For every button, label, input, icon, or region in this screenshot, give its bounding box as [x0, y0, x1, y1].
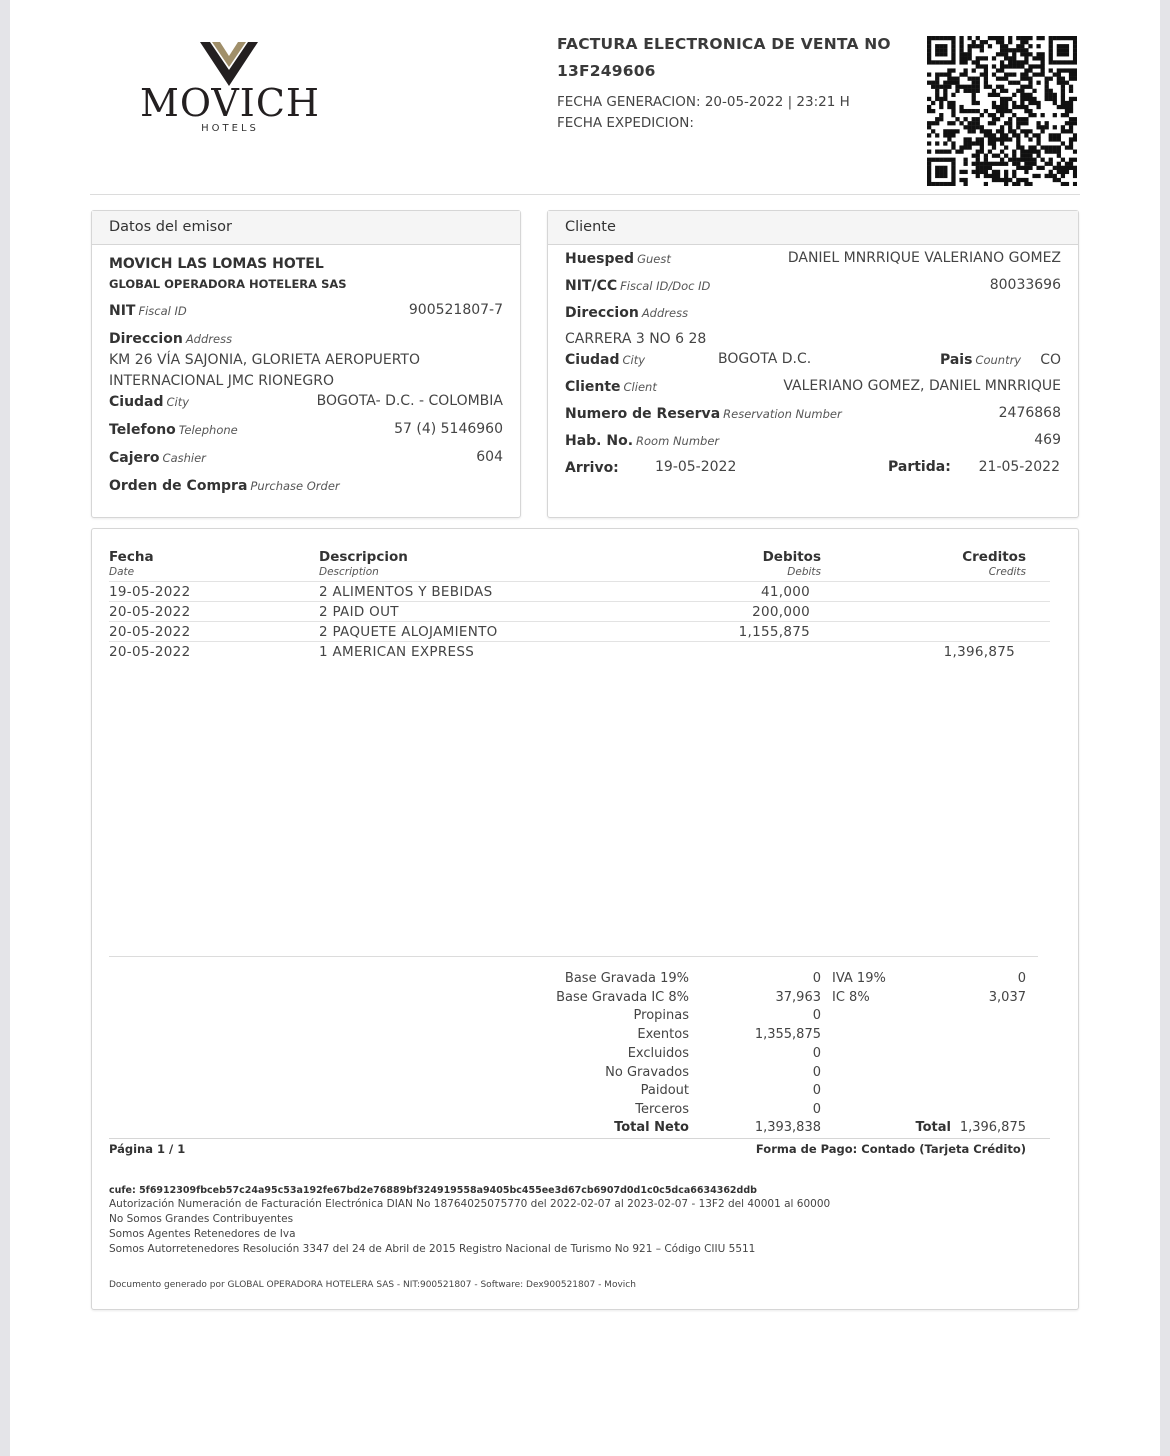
emisor-cashier-label: Cajero — [109, 450, 160, 466]
client-value: VALERIANO GOMEZ, DANIEL MNRRIQUE — [783, 378, 1061, 394]
guest-sub: Guest — [637, 252, 671, 266]
legal-note-2: No Somos Grandes Contribuyentes — [109, 1213, 294, 1225]
total-neto-label: Total Neto — [614, 1120, 689, 1135]
brand-sub: HOTELS — [201, 123, 259, 134]
row-date: 20-05-2022 — [109, 624, 191, 640]
col-debit-sub: Debits — [787, 566, 821, 578]
brand-name: MOVICH — [139, 81, 321, 125]
total-line-label: Excluidos — [627, 1045, 689, 1061]
room-sub: Room Number — [636, 434, 720, 448]
col-credit-sub: Credits — [988, 566, 1026, 578]
emisor-panel — [91, 210, 521, 518]
arrival-label: Arrivo: — [565, 460, 619, 476]
iva-label: IVA 19% — [832, 971, 886, 986]
invoice-page — [10, 0, 1160, 1456]
row-debit: 1,155,875 — [738, 624, 810, 640]
col-debit-header: Debitos — [762, 549, 821, 565]
emisor-address-line2: INTERNACIONAL JMC RIONEGRO — [109, 373, 334, 389]
expedition-date: FECHA EXPEDICION: — [557, 115, 694, 131]
total-line-label: No Gravados — [605, 1064, 689, 1080]
emisor-po-label: Orden de Compra — [109, 478, 248, 494]
total-line-label: Paidout — [640, 1083, 689, 1099]
table-row — [109, 642, 1050, 662]
emisor-name: MOVICH LAS LOMAS HOTEL — [109, 256, 324, 272]
client-nit-label: NIT/CC — [565, 278, 618, 294]
iva-value: 0 — [1017, 971, 1026, 986]
emisor-phone-sub: Telephone — [178, 423, 238, 437]
col-date-sub: Date — [109, 566, 135, 578]
legal-note-3: Somos Agentes Retenedores de Iva — [109, 1228, 296, 1240]
emisor-address-label: Direccion — [109, 331, 183, 347]
client-city-value: BOGOTA D.C. — [718, 351, 812, 367]
emisor-cashier-value: 604 — [476, 449, 503, 465]
row-description: 2 PAID OUT — [319, 604, 399, 620]
total-line-value: 0 — [812, 1064, 821, 1080]
client-city-sub: City — [622, 353, 646, 367]
qr-code-icon — [927, 36, 1077, 186]
invoice-title-text: FACTURA ELECTRONICA DE VENTA NO — [557, 35, 891, 53]
total-value: 1,396,875 — [959, 1120, 1026, 1135]
emisor-nit-label: NIT — [109, 303, 136, 319]
emisor-panel-header: Datos del emisor — [92, 211, 520, 245]
room-value: 469 — [1034, 432, 1061, 448]
emisor-city-value: BOGOTA- D.C. - COLOMBIA — [316, 393, 503, 409]
col-date-header: Fecha — [109, 549, 154, 565]
room-label: Hab. No. — [565, 433, 634, 449]
invoice-title — [557, 31, 897, 85]
departure-value: 21-05-2022 — [978, 459, 1060, 475]
client-nit-value: 80033696 — [989, 277, 1061, 293]
totals-divider — [109, 956, 1038, 957]
total-line-value: 1,355,875 — [754, 1027, 821, 1043]
legal-note-4: Somos Autorretenedores Resolución 3347 del 24 de Abril de 2015 Registro Nacional de Turismo No 921 – Código CIIU 5511 — [109, 1243, 756, 1255]
emisor-address-line1: KM 26 VÍA SAJONIA, GLORIETA AEROPUERTO — [109, 352, 421, 368]
client-nit-sub: Fiscal ID/Doc ID — [620, 279, 711, 293]
header-divider — [90, 194, 1080, 195]
row-debit: 41,000 — [760, 584, 810, 600]
invoice-number: 13F249606 — [557, 62, 656, 80]
emisor-city-label: Ciudad — [109, 394, 164, 410]
client-label: Cliente — [565, 379, 621, 395]
row-date: 19-05-2022 — [109, 584, 191, 600]
col-credit-header: Creditos — [962, 549, 1026, 565]
payment-method: Forma de Pago: Contado (Tarjeta Crédito) — [755, 1142, 1026, 1156]
row-description: 1 AMERICAN EXPRESS — [319, 644, 475, 660]
details-panel — [91, 528, 1079, 1310]
total-label: Total — [915, 1120, 951, 1135]
table-row — [109, 582, 1050, 602]
client-country-label: Pais — [939, 352, 973, 368]
page-number: Página 1 / 1 — [109, 1142, 186, 1156]
total-line-label: Base Gravada IC 8% — [556, 989, 689, 1005]
total-line-value: 0 — [812, 971, 821, 986]
departure-label: Partida: — [888, 459, 951, 475]
row-date: 20-05-2022 — [109, 604, 191, 620]
client-address-sub: Address — [641, 306, 689, 320]
row-date: 20-05-2022 — [109, 644, 191, 660]
generated-by: Documento generado por GLOBAL OPERADORA HOTELERA SAS - NIT:900521807 - Software: Dex900521807 - Movich — [109, 1280, 636, 1290]
ic-value: 3,037 — [988, 990, 1026, 1005]
reservation-value: 2476868 — [998, 405, 1061, 421]
client-country-value: CO — [1040, 352, 1061, 368]
emisor-address-sub: Address — [185, 332, 233, 346]
client-country-sub: Country — [975, 353, 1022, 367]
total-neto-value: 1,393,838 — [754, 1120, 821, 1135]
guest-value: DANIEL MNRRIQUE VALERIANO GOMEZ — [787, 250, 1061, 266]
cufe: cufe: 5f6912309fbceb57c24a95c53a192fe67bd2e76889bf324919558a9405bc455ee3d67cb6907d0d1c0c5dca6634362ddb — [109, 1185, 757, 1196]
table-row — [109, 622, 1050, 642]
col-desc-sub: Description — [319, 566, 379, 578]
client-address-value: CARRERA 3 NO 6 28 — [565, 331, 707, 347]
emisor-city-sub: City — [166, 395, 190, 409]
total-line-value: 0 — [812, 1045, 821, 1061]
emisor-nit-value: 900521807-7 — [408, 302, 503, 318]
total-line-value: 0 — [812, 1083, 821, 1099]
row-debit: 200,000 — [752, 604, 810, 620]
footer-divider — [109, 1138, 1050, 1139]
total-line-label: Exentos — [637, 1027, 689, 1043]
reservation-label: Numero de Reserva — [565, 406, 721, 422]
total-line-label: Terceros — [635, 1101, 689, 1117]
col-desc-header: Descripcion — [319, 549, 408, 565]
row-description: 2 PAQUETE ALOJAMIENTO — [319, 624, 498, 640]
row-description: 2 ALIMENTOS Y BEBIDAS — [319, 584, 493, 600]
invoice-dates — [557, 92, 850, 134]
total-line-value: 0 — [812, 1101, 821, 1117]
total-line-label: Base Gravada 19% — [564, 971, 689, 986]
emisor-po-sub: Purchase Order — [250, 479, 340, 493]
emisor-phone-value: 57 (4) 5146960 — [394, 421, 503, 437]
emisor-phone-label: Telefono — [109, 422, 176, 438]
emisor-cashier-sub: Cashier — [162, 451, 206, 465]
client-sub: Client — [623, 380, 657, 394]
movich-logo-icon — [200, 40, 258, 86]
generation-date: FECHA GENERACION: 20-05-2022 | 23:21 H — [557, 94, 850, 110]
emisor-company: GLOBAL OPERADORA HOTELERA SAS — [109, 277, 347, 291]
total-line-label: Propinas — [633, 1008, 689, 1024]
guest-label: Huesped — [565, 251, 635, 267]
reservation-sub: Reservation Number — [723, 407, 842, 421]
emisor-nit-sub: Fiscal ID — [138, 304, 187, 318]
total-line-value: 37,963 — [775, 989, 821, 1005]
ic-label: IC 8% — [832, 990, 870, 1005]
cliente-panel — [547, 210, 1079, 518]
client-address-label: Direccion — [565, 305, 639, 321]
cliente-panel-header: Cliente — [548, 211, 1078, 245]
client-city-label: Ciudad — [565, 352, 620, 368]
total-line-value: 0 — [812, 1008, 821, 1024]
arrival-value: 19-05-2022 — [655, 459, 737, 475]
table-row — [109, 602, 1050, 622]
legal-note-1: Autorización Numeración de Facturación Electrónica DIAN No 18764025075770 del 2022-02-07 al 2023-02-07 - 13F2 del 40001 al 60000 — [109, 1198, 831, 1210]
row-credit: 1,396,875 — [943, 644, 1015, 660]
